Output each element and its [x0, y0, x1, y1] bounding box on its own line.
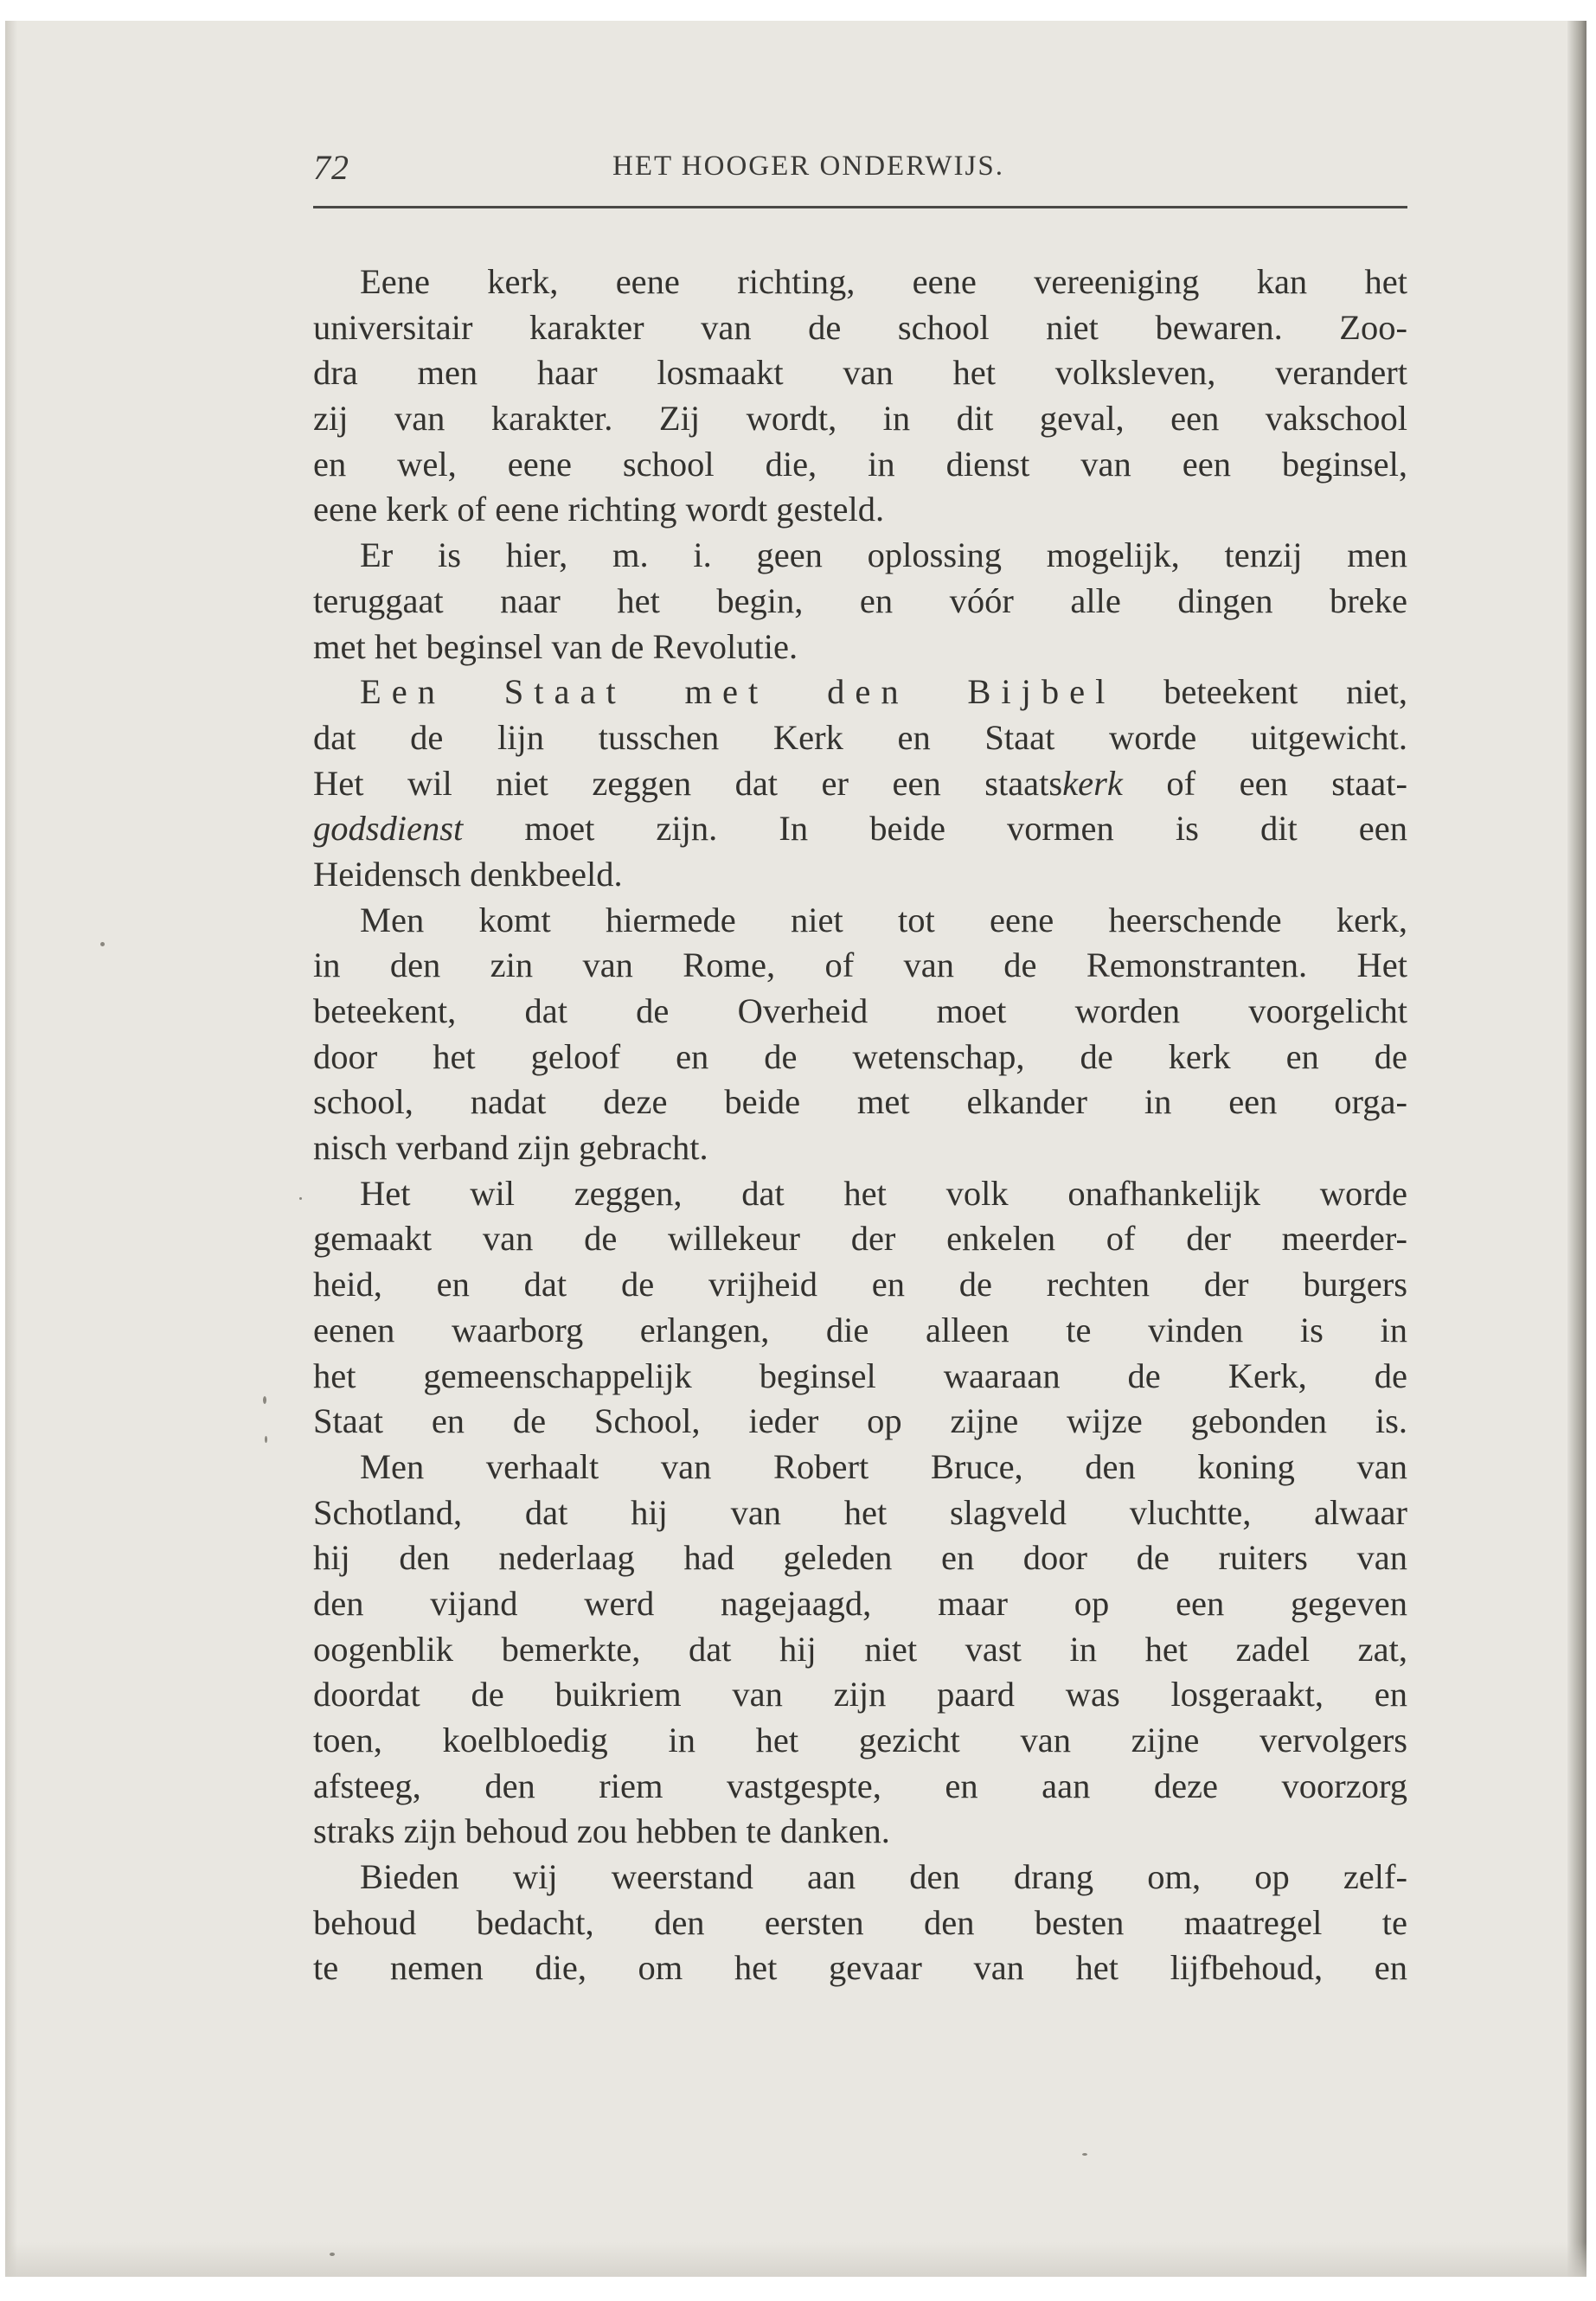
text-line: afsteeg, den riem vastgespte, en aan deze voorzorg [313, 1766, 1407, 1805]
running-head: HET HOOGER ONDERWIJS. [612, 151, 1004, 182]
page-header [313, 128, 1407, 189]
text-line: zij van karakter. Zij wordt, in dit geval, een vakschool [313, 399, 1407, 439]
scan-left-edge [5, 21, 17, 2277]
text-line: Staat en de School, ieder op zijne wijze gebonden is. [313, 1401, 1407, 1441]
text-line: doordat de buikriem van zijn paard was losgeraakt, en [313, 1675, 1407, 1715]
text-line: dra men haar losmaakt van het volksleven, verandert [313, 353, 1407, 393]
line-part: moet zijn. In beide vormen is dit een [463, 809, 1407, 849]
text-line: Heidensch denkbeeld. [313, 854, 623, 894]
text-line: universitair karakter van de school niet bewaren. Zoo- [313, 307, 1407, 347]
text-line: school, nadat deze beide met elkander in een orga- [313, 1082, 1407, 1122]
text-line: straks zijn behoud zou hebben te danken. [313, 1811, 890, 1851]
text-line: Er is hier, m. i. geen oplossing mogelijk, tenzij men [360, 535, 1407, 575]
scan-speck [1082, 2153, 1087, 2156]
scan-speck [265, 1436, 267, 1443]
text-line: toen, koelbloedig in het gezicht van zijne vervolgers [313, 1721, 1407, 1759]
text-line: beteekent, dat de Overheid moet worden voorgelicht [313, 991, 1407, 1030]
scan-speck [100, 942, 105, 946]
text-line: Men verhaalt van Robert Bruce, den koning van [360, 1446, 1407, 1486]
line-part: of een staat- [1122, 763, 1407, 803]
text-line [313, 670, 1407, 715]
text-line: nisch verband zijn gebracht. [313, 1128, 708, 1168]
text-line [313, 806, 1407, 852]
text-line: eenen waarborg erlangen, die alleen te vinden is in [313, 1310, 1407, 1349]
text-line: Schotland, dat hij van het slagveld vluchtte, alwaar [313, 1492, 1407, 1532]
text-line: teruggaat naar het begin, en vóór alle dingen breke [313, 580, 1407, 620]
text-line: Men komt hiermede niet tot eene heerschende kerk, [360, 900, 1407, 939]
text-line: Bieden wij weerstand aan den drang om, op zelf- [360, 1857, 1407, 1897]
page-number: 72 [313, 148, 349, 187]
text-line: en wel, eene school die, in dienst van een beginsel, [313, 444, 1407, 484]
text-line: dat de lijn tusschen Kerk en Staat worde uitgewicht. [313, 717, 1407, 757]
text-line [313, 761, 1407, 807]
italic-word: kerk [1062, 763, 1123, 803]
scan-speck [299, 1197, 302, 1200]
text-line: den vijand werd nagejaagd, maar op een gegeven [313, 1583, 1407, 1623]
spaced-phrase: Een Staat met den Bijbel [360, 672, 1116, 712]
scan-bottom-shade [5, 2242, 1586, 2277]
line-rest: beteekent niet, [1115, 672, 1407, 712]
line-part: Het wil niet zeggen dat er een staats [313, 763, 1063, 803]
text-line: gemaakt van de willekeur der enkelen of der meerder- [313, 1219, 1407, 1259]
text-line: oogenblik bemerkte, dat hij niet vast in het zadel zat, [313, 1629, 1407, 1669]
text-line: het gemeenschappelijk beginsel waaraan de Kerk, de [313, 1356, 1407, 1395]
scan-speck [330, 2253, 335, 2256]
text-line: Het wil zeggen, dat het volk onafhankelijk worde [360, 1173, 1407, 1213]
text-line: hij den nederlaag had geleden en door de ruiters van [313, 1538, 1407, 1578]
text-line: Eene kerk, eene richting, eene vereeniging kan het [360, 262, 1407, 301]
italic-word: godsdienst [313, 809, 464, 849]
text-line: eene kerk of eene richting wordt gesteld. [313, 490, 885, 529]
text-line: door het geloof en de wetenschap, de kerk en de [313, 1036, 1407, 1076]
text-line: heid, en dat de vrijheid en de rechten der burgers [313, 1265, 1407, 1304]
header-rule [313, 206, 1407, 208]
scan-speck [263, 1396, 266, 1404]
scan-right-edge [1567, 21, 1586, 2277]
text-line: behoud bedacht, den eersten den besten maatregel te [313, 1902, 1407, 1942]
text-line: te nemen die, om het gevaar van het lijfbehoud, en [313, 1948, 1407, 1988]
text-line: in den zin van Rome, of van de Remonstranten. Het [313, 945, 1407, 985]
text-line: met het beginsel van de Revolutie. [313, 626, 798, 666]
body-text [313, 260, 1407, 1991]
